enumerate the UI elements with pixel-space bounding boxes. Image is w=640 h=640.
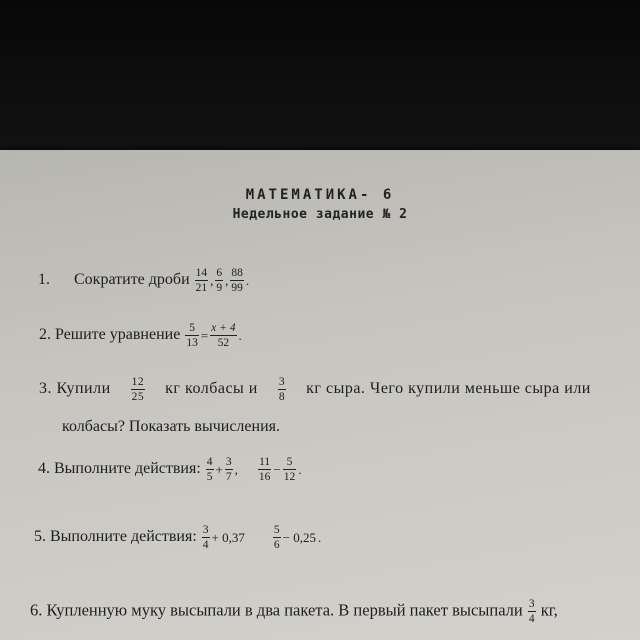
numerator: 12 <box>131 376 145 388</box>
task-number: 1. <box>38 271 50 289</box>
denominator: 21 <box>195 282 208 294</box>
task-word: кг сыра. Чего купили меньше сыра или <box>306 380 591 398</box>
fraction <box>283 456 297 483</box>
fraction <box>185 322 199 349</box>
task-number: 2. <box>39 326 51 344</box>
task-number: 4. <box>38 460 50 478</box>
background-dark <box>0 0 640 152</box>
task-word: Купили <box>56 380 111 398</box>
fraction <box>206 456 214 483</box>
worksheet-title: МАТЕМАТИКА- 6 <box>245 187 395 203</box>
fraction <box>528 598 536 625</box>
task-text: Выполните действия: <box>50 528 197 546</box>
fraction <box>225 456 233 483</box>
worksheet-paper <box>0 150 640 640</box>
numerator: 3 <box>528 598 535 610</box>
fraction <box>278 376 286 403</box>
operator: + <box>215 461 223 477</box>
task-number: 6. <box>30 600 43 620</box>
task-text: Сократите дроби <box>74 271 190 289</box>
task-6 <box>30 598 558 625</box>
expression-rest: + 0,37 <box>211 529 245 545</box>
denominator: 8 <box>278 391 286 403</box>
numerator: 4 <box>206 456 213 468</box>
denominator: 13 <box>186 337 198 349</box>
fraction <box>210 322 236 349</box>
task-text: Решите уравнение <box>55 326 181 344</box>
fraction <box>195 267 209 294</box>
numerator: 5 <box>273 524 280 536</box>
task-tail: кг, <box>540 600 558 620</box>
denominator: 7 <box>225 471 232 483</box>
task-1: 1. Сократите дроби $\frac{14}{21}$ , $\frac{6}{9}$ , $\frac{88}{99}$ . <box>38 267 250 294</box>
denominator: 5 <box>206 471 213 483</box>
task-number: 5. <box>34 528 46 546</box>
denominator: 25 <box>131 391 145 403</box>
worksheet-subtitle: Недельное задание № 2 <box>232 207 408 222</box>
numerator: 5 <box>283 456 297 470</box>
numerator: 88 <box>231 267 243 279</box>
expression-rest: − 0,25 <box>282 529 316 545</box>
task-number: 3. <box>39 380 52 398</box>
denominator: 99 <box>231 282 243 294</box>
numerator: x + 4 <box>211 322 236 334</box>
fraction <box>215 267 223 294</box>
numerator: 3 <box>278 376 286 388</box>
fraction <box>202 524 210 551</box>
numerator: 6 <box>216 267 223 279</box>
fraction <box>258 456 272 483</box>
numerator: 11 <box>259 456 271 468</box>
fraction <box>230 267 244 294</box>
task-3 <box>39 376 591 403</box>
denominator: 4 <box>202 539 209 551</box>
denominator: 12 <box>283 471 296 483</box>
operator: − <box>273 461 281 477</box>
task-5: 5. Выполните действия: $\frac{3}{4}$ + 0,37 $\frac{5}{6}$ − 0,25 . <box>34 524 322 551</box>
task-2: 2. Решите уравнение $\frac{5}{13}$ = $\frac{x + 4}{52}$ . <box>39 322 242 349</box>
numerator: 5 <box>185 322 199 336</box>
numerator: 3 <box>202 524 209 536</box>
denominator: 9 <box>216 282 223 294</box>
denominator: 6 <box>273 539 280 551</box>
task-text: Купленную муку высыпали в два пакета. В первый пакет высыпали <box>46 600 523 620</box>
task-4: 4. Выполните действия: $\frac{4}{5}$ + $\frac{3}{7}$ , $\frac{11}{16}$ − $\frac{5}{12}$ . <box>38 456 302 483</box>
numerator: 14 <box>195 267 208 279</box>
denominator: 4 <box>528 613 535 625</box>
fraction <box>273 524 281 551</box>
fraction <box>131 376 146 403</box>
task-text: Выполните действия: <box>54 460 201 478</box>
numerator: 3 <box>225 456 232 468</box>
denominator: 16 <box>258 471 271 483</box>
task-3-line-2: колбасы? Показать вычисления. <box>62 418 280 435</box>
denominator: 52 <box>217 337 230 349</box>
task-word: кг колбасы и <box>165 380 258 398</box>
